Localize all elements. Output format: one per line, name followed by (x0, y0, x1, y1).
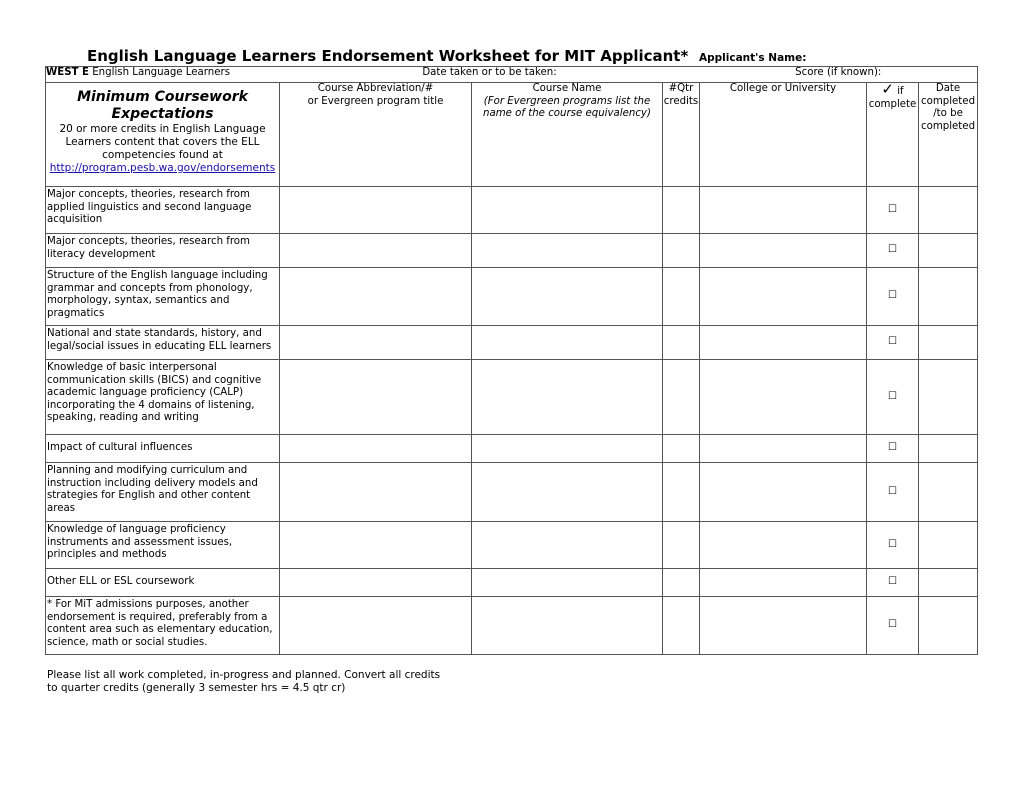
checkmark-icon: ✓ (881, 80, 894, 98)
credits-cell[interactable] (663, 234, 700, 268)
table-row (46, 597, 978, 655)
table-row (46, 569, 978, 597)
course-name-cell[interactable] (472, 522, 663, 569)
college-cell[interactable] (700, 569, 867, 597)
table-row (46, 326, 978, 360)
min-coursework-header (46, 83, 280, 187)
credits-cell[interactable] (663, 463, 700, 522)
table-row (46, 234, 978, 268)
course-name-header: Course Name (For Evergreen programs list the name of the course equivalency) (472, 83, 663, 187)
table-row (46, 435, 978, 463)
requirement-label: National and state standards, history, and legal/social issues in educating ELL learners (46, 326, 280, 360)
requirement-label: * For MiT admissions purposes, another endorsement is required, preferably from a content area such as elementary education, science, math or social studies. (46, 597, 280, 655)
complete-checkbox[interactable]: ☐ (867, 435, 919, 463)
date-cell[interactable] (919, 268, 978, 326)
west-e-label (46, 67, 280, 83)
complete-header: ✓ if complete (867, 83, 919, 187)
date-cell[interactable] (919, 597, 978, 655)
date-cell[interactable] (919, 234, 978, 268)
requirement-label: Structure of the English language including grammar and concepts from phonology, morphology, syntax, semantics and pragmatics (46, 268, 280, 326)
requirement-label: Impact of cultural influences (46, 435, 280, 463)
college-cell[interactable] (700, 360, 867, 435)
requirement-label: Major concepts, theories, research from literacy development (46, 234, 280, 268)
course-abbrev-cell[interactable] (280, 522, 472, 569)
complete-checkbox[interactable]: ☐ (867, 569, 919, 597)
course-abbrev-cell[interactable] (280, 326, 472, 360)
date-taken-field[interactable]: Date taken or to be taken: (280, 67, 700, 83)
applicant-name-label: Applicant's Name: (699, 52, 807, 64)
credits-cell[interactable] (663, 597, 700, 655)
course-name-cell[interactable] (472, 268, 663, 326)
complete-checkbox[interactable]: ☐ (867, 234, 919, 268)
course-abbrev-cell[interactable] (280, 187, 472, 234)
date-cell[interactable] (919, 187, 978, 234)
credits-cell[interactable] (663, 522, 700, 569)
course-name-cell[interactable] (472, 326, 663, 360)
course-name-cell[interactable] (472, 597, 663, 655)
requirement-label: Other ELL or ESL coursework (46, 569, 280, 597)
course-name-cell[interactable] (472, 234, 663, 268)
table-row (46, 268, 978, 326)
header-row (46, 83, 978, 187)
worksheet-title: English Language Learners Endorsement Worksheet for MIT Applicant* (87, 47, 689, 65)
credits-cell[interactable] (663, 326, 700, 360)
college-cell[interactable] (700, 522, 867, 569)
date-cell[interactable] (919, 569, 978, 597)
college-cell[interactable] (700, 234, 867, 268)
course-name-cell[interactable] (472, 360, 663, 435)
college-header: College or University (700, 83, 867, 187)
west-e-row (46, 67, 978, 83)
west-e-test-name: English Language Learners (92, 67, 231, 78)
table-row (46, 463, 978, 522)
requirement-label: Knowledge of language proficiency instruments and assessment issues, principles and methods (46, 522, 280, 569)
footer-line-1: Please list all work completed, in-progress and planned. Convert all credits (47, 669, 441, 681)
course-abbrev-header: Course Abbreviation/# or Evergreen program title (280, 83, 472, 187)
complete-checkbox[interactable]: ☐ (867, 187, 919, 234)
credits-cell[interactable] (663, 360, 700, 435)
course-name-cell[interactable] (472, 463, 663, 522)
college-cell[interactable] (700, 435, 867, 463)
score-field[interactable]: Score (if known): (700, 67, 978, 83)
qtr-credits-header: #Qtr credits (663, 83, 700, 187)
date-cell[interactable] (919, 463, 978, 522)
college-cell[interactable] (700, 187, 867, 234)
min-coursework-heading: Minimum Coursework Expectations (77, 89, 248, 122)
course-abbrev-cell[interactable] (280, 569, 472, 597)
coursework-table (45, 66, 978, 655)
complete-checkbox[interactable]: ☐ (867, 463, 919, 522)
endorsements-link[interactable]: http://program.pesb.wa.gov/endorsements (49, 162, 276, 174)
table-row (46, 360, 978, 435)
college-cell[interactable] (700, 326, 867, 360)
table-row (46, 187, 978, 234)
date-cell[interactable] (919, 522, 978, 569)
footer-note (47, 669, 467, 695)
complete-checkbox[interactable]: ☐ (867, 522, 919, 569)
course-abbrev-cell[interactable] (280, 234, 472, 268)
course-abbrev-cell[interactable] (280, 435, 472, 463)
date-cell[interactable] (919, 326, 978, 360)
min-coursework-text: 20 or more credits in English Language Learners content that covers the ELL competencies found at (59, 123, 266, 161)
college-cell[interactable] (700, 597, 867, 655)
credits-cell[interactable] (663, 268, 700, 326)
date-completed-header: Date completed /to be completed (919, 83, 978, 187)
complete-checkbox[interactable]: ☐ (867, 268, 919, 326)
credits-cell[interactable] (663, 187, 700, 234)
course-abbrev-cell[interactable] (280, 268, 472, 326)
course-abbrev-cell[interactable] (280, 463, 472, 522)
west-e-bold: WEST E (46, 67, 89, 78)
college-cell[interactable] (700, 463, 867, 522)
footer-line-2: to quarter credits (generally 3 semester hrs = 4.5 qtr cr) (47, 682, 346, 694)
table-row (46, 522, 978, 569)
credits-cell[interactable] (663, 435, 700, 463)
date-cell[interactable] (919, 360, 978, 435)
course-abbrev-cell[interactable] (280, 597, 472, 655)
complete-checkbox[interactable]: ☐ (867, 360, 919, 435)
course-abbrev-cell[interactable] (280, 360, 472, 435)
credits-cell[interactable] (663, 569, 700, 597)
date-cell[interactable] (919, 435, 978, 463)
complete-checkbox[interactable]: ☐ (867, 597, 919, 655)
requirement-label: Major concepts, theories, research from applied linguistics and second language acquisition (46, 187, 280, 234)
course-name-cell[interactable] (472, 435, 663, 463)
requirement-label: Knowledge of basic interpersonal communication skills (BICS) and cognitive academic language proficiency (CALP) incorporating the 4 domains of listening, speaking, reading and writing (46, 360, 280, 435)
course-name-cell[interactable] (472, 187, 663, 234)
complete-checkbox[interactable]: ☐ (867, 326, 919, 360)
college-cell[interactable] (700, 268, 867, 326)
course-name-cell[interactable] (472, 569, 663, 597)
requirement-label: Planning and modifying curriculum and instruction including delivery models and strategies for English and other content areas (46, 463, 280, 522)
